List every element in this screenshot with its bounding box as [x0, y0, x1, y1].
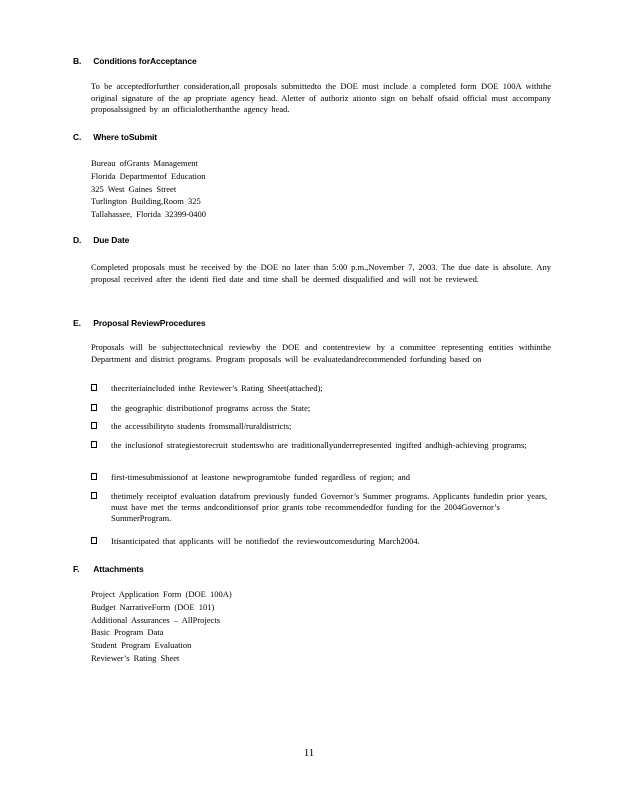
list-item-text: the inclusionof strategiestorecruit studentswho are traditionallyunderrepresented ingifted andhigh-achieving programs; — [111, 440, 527, 450]
address-line: Bureau ofGrants Management — [91, 158, 198, 168]
address-line: 325 West Gaines Street — [91, 183, 177, 194]
list-item-text: first-timesubmissionof at leastone newprogramtobe funded regardless of region; and — [111, 472, 411, 482]
address-line: Tallahassee, Florida 32399-0400 — [91, 209, 207, 220]
list-item-text: the accessibilityto students fromsmall/ruraldistricts; — [111, 421, 292, 431]
section-letter: C. — [73, 132, 82, 142]
conditions-paragraph: To be acceptedforfurther consideration,all proposals submittedto the DOE must include a completed form DOE 100A withthe original signature of the ap propriate agency head. Aletter of authoriz ationto sign on behalf ofsaid official must accompany proposalssigned by an officialotherthanthe agency head. — [91, 81, 551, 114]
section-title: Due Date — [93, 235, 130, 245]
attachment-item: Project Application Form (DOE 100A) — [91, 589, 232, 599]
section-letter: B. — [73, 56, 82, 66]
list-item-text: Itisanticipated that applicants will be notifiedof the reviewoutcomesduring March2004. — [111, 536, 420, 546]
section-heading-where-to-submit — [73, 132, 157, 142]
list-item-text: thecriteriaincluded inthe Reviewer’s Rating Sheet(attached); — [111, 383, 323, 393]
page-number: 11 — [303, 747, 315, 759]
section-title: Proposal ReviewProcedures — [93, 318, 206, 328]
section-title: Attachments — [93, 564, 144, 574]
section-letter: E. — [73, 318, 81, 328]
section-title: Where toSubmit — [93, 132, 158, 142]
section-heading-conditions — [73, 56, 197, 66]
checkbox-glyph-icon — [91, 537, 97, 544]
attachments-list — [91, 588, 232, 665]
checkbox-glyph-icon — [91, 473, 97, 480]
checkbox-glyph-icon — [91, 384, 97, 391]
address-line: Florida Departmentof Education — [91, 170, 206, 181]
attachment-item: Additional Assurances – AllProjects — [91, 614, 221, 625]
checkbox-glyph-icon — [91, 422, 97, 429]
list-item-text: the geographic distributionof programs across the State; — [111, 403, 311, 413]
section-heading-due-date — [73, 235, 129, 245]
list-item-text: thetimely receiptof evaluation datafrom previously funded Governor’s Summer programs. Applicants fundedin prior years, must have met the terms andconditionsof prior grants tobe recommendedfor funding for the 2004Governor’s SummerProgram. — [111, 491, 548, 523]
section-title: Conditions forAcceptance — [93, 56, 197, 66]
section-letter: D. — [73, 235, 82, 245]
attachment-item: Student Program Evaluation — [91, 640, 192, 651]
section-letter: F. — [73, 564, 80, 574]
due-date-paragraph: Completed proposals must be received by the DOE no later than 5:00 p.m.,November 7, 2003. The due date is absolute. Any proposal received after the identi fied date and time shall be deemed disqualified and will not be reviewed. — [91, 262, 551, 284]
attachment-item: Basic Program Data — [91, 627, 164, 638]
address-line: Turlington Building,Room 325 — [91, 196, 201, 207]
checkbox-glyph-icon — [91, 404, 97, 411]
attachment-item: Reviewer’s Rating Sheet — [91, 652, 180, 663]
attachment-item: Budget NarrativeForm (DOE 101) — [91, 601, 215, 612]
review-procedures-paragraph: Proposals will be subjecttotechnical reviewby the DOE and contentreview by a committee representing entities withinthe Department and district programs. Program proposals will be evaluatedandrecommended forfunding based on — [91, 342, 551, 364]
checkbox-glyph-icon — [91, 441, 97, 448]
section-heading-attachments — [73, 564, 144, 574]
checkbox-glyph-icon — [91, 492, 97, 499]
submit-address-block — [91, 157, 206, 221]
section-heading-review-procedures — [73, 318, 206, 328]
